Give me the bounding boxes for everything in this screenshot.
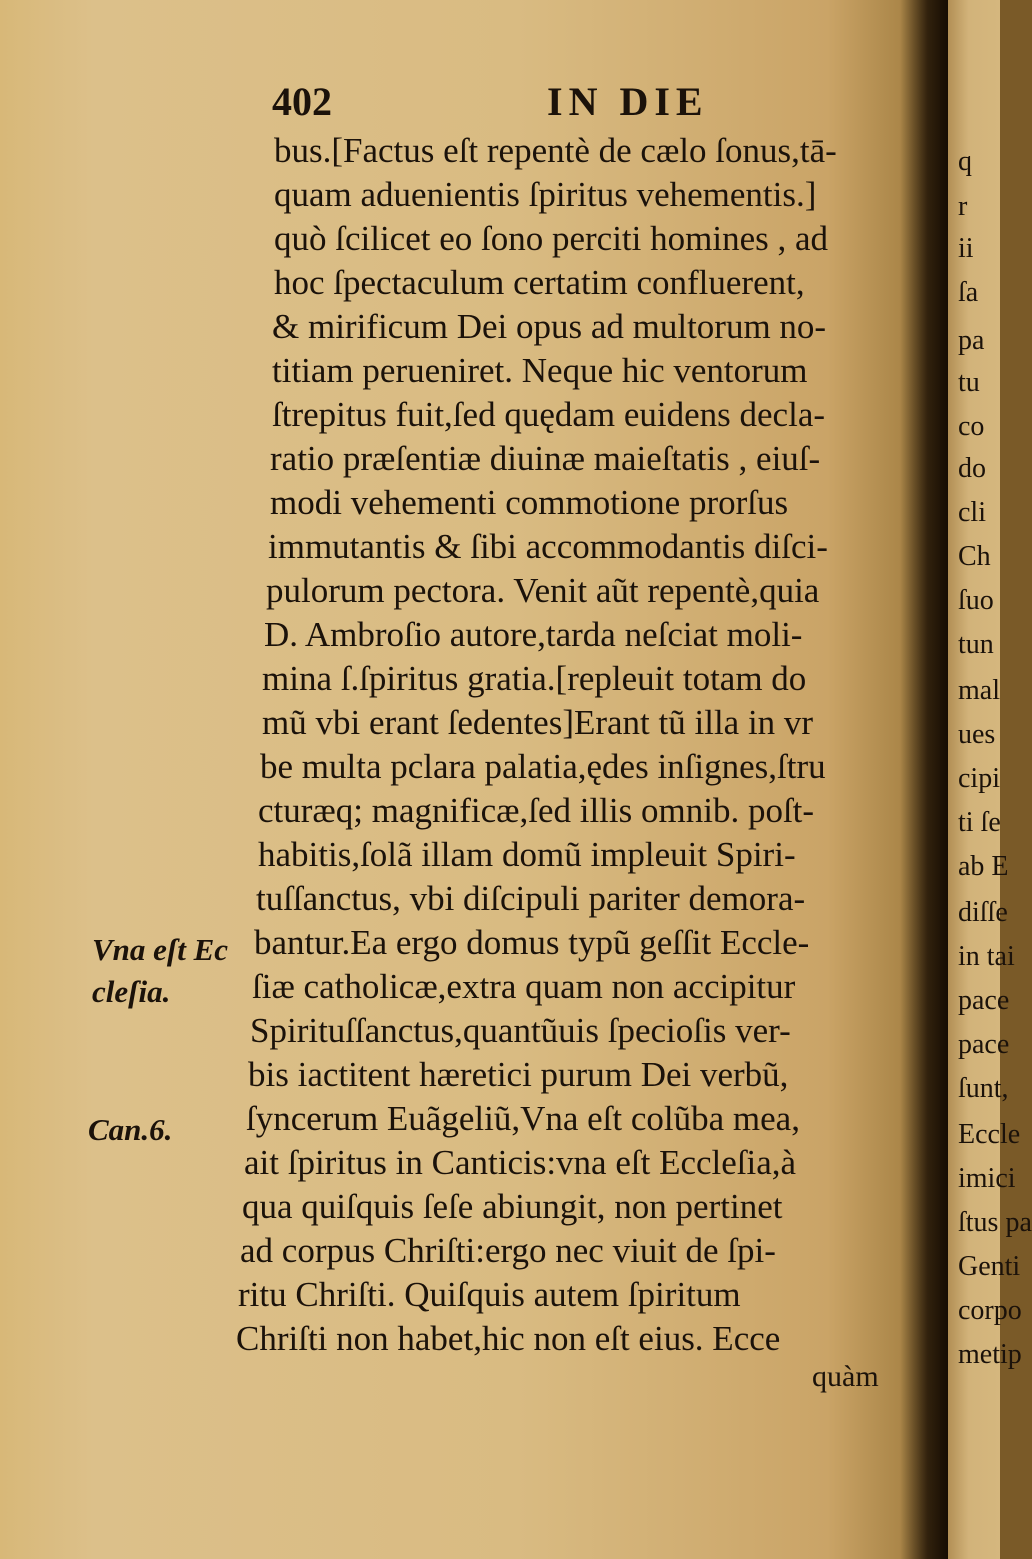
margin-note: Vna eſt Ec	[92, 932, 229, 967]
right-page-fragment: diſſe	[958, 897, 1008, 928]
text-line: hoc ſpectaculum certatim confluerent,	[274, 263, 805, 302]
text-line: immutantis & ſibi accommodantis diſci-	[268, 527, 828, 566]
text-line: ſyncerum Euãgeliũ,Vna eſt colũba mea,	[246, 1099, 800, 1138]
text-line: Spirituſſanctus,quantũuis ſpecioſis ver-	[250, 1011, 791, 1050]
right-page-fragment: pace	[958, 1029, 1010, 1060]
running-head: IN DIE	[547, 79, 709, 124]
text-line: cturæq; magnificæ,ſed illis omnib. poſt-	[258, 791, 815, 830]
text-line: & mirificum Dei opus ad multorum no-	[272, 307, 827, 346]
right-page-fragment: pa	[958, 325, 985, 356]
right-page-fragment: metip	[958, 1339, 1022, 1370]
right-page-fragment: ab E	[958, 851, 1009, 882]
margin-note: cleſia.	[92, 974, 171, 1009]
right-page-fragment: Ch	[958, 541, 991, 572]
right-page-fragment: corpo	[958, 1295, 1022, 1326]
right-page-fragment: cipi	[958, 763, 1000, 794]
text-line: ritu Chriſti. Quiſquis autem ſpiritum	[238, 1275, 741, 1314]
text-line: mũ vbi erant ſedentes]Erant tũ illa in vr	[262, 703, 814, 742]
right-page-fragment: q	[958, 146, 972, 177]
right-page-fragment: Genti	[958, 1251, 1021, 1282]
text-line: ad corpus Chriſti:ergo nec viuit de ſpi-	[240, 1231, 776, 1270]
right-page-fragment: co	[958, 411, 985, 442]
folio-number: 402	[272, 79, 332, 124]
text-line: D. Ambroſio autore,tarda neſciat moli-	[264, 615, 803, 654]
right-page-fragment: ſtus pa	[958, 1207, 1032, 1238]
right-page-fragment: ti ſe	[958, 807, 1001, 838]
right-page-fragment: ues	[958, 719, 996, 750]
text-line: quò ſcilicet eo ſono perciti homines , ad	[274, 219, 829, 258]
text-line: ſiæ catholicæ,extra quam non accipitur	[252, 967, 796, 1006]
page-header	[272, 78, 892, 134]
text-line: bis iactitent hæretici purum Dei verbũ,	[248, 1055, 789, 1094]
text-line: quam aduenientis ſpiritus vehementis.]	[274, 175, 817, 214]
right-page-fragment: mal	[958, 675, 1000, 706]
text-line: bantur.Ea ergo domus typũ geſſit Eccle-	[254, 923, 810, 962]
text-line: pulorum pectora. Venit aũt repentè,quia	[266, 571, 820, 610]
text-line: tuſſanctus, vbi diſcipuli pariter demora-	[256, 879, 806, 918]
right-page-fragment: in tai	[958, 941, 1015, 972]
text-line: be multa pclara palatia,ędes inſignes,ſtru	[260, 747, 826, 786]
right-page-fragment: pace	[958, 985, 1010, 1016]
text-line: ait ſpiritus in Canticis:vna eſt Eccleſia,à	[244, 1143, 797, 1182]
right-page-fragment: r	[958, 191, 968, 222]
right-page-fragment: do	[958, 453, 986, 484]
text-line: titiam perueniret. Neque hic ventorum	[272, 351, 808, 390]
right-page-fragment: ii	[958, 233, 974, 264]
text-line: mina ſ.ſpiritus gratia.[repleuit totam do	[262, 659, 807, 698]
right-page-fragment: ſuo	[958, 585, 994, 616]
right-page-fragment: tun	[958, 629, 994, 660]
text-line: habitis,ſolã illam domũ impleuit Spiri-	[258, 835, 796, 874]
book-spine	[900, 0, 950, 1559]
catchword: quàm	[812, 1360, 879, 1393]
text-line: Chriſti non habet,hic non eſt eius. Ecce	[236, 1319, 781, 1358]
right-page-fragment: Eccle	[958, 1119, 1021, 1150]
text-line: bus.[Factus eſt repentè de cælo ſonus,tā-	[274, 131, 837, 170]
margin-note: Can.6.	[88, 1112, 173, 1147]
text-line: ratio præſentiæ diuinæ maieſtatis , eiuſ-	[270, 439, 821, 478]
text-line: ſtrepitus fuit,ſed quędam euidens decla-	[272, 395, 826, 434]
text-line: modi vehementi commotione prorſus	[270, 483, 789, 522]
right-page-fragment: ſa	[958, 277, 979, 308]
right-page-fragment: tu	[958, 367, 980, 398]
right-page-fragment: ſunt,	[958, 1073, 1009, 1104]
text-line: qua quiſquis ſeſe abiungit, non pertinet	[242, 1187, 783, 1226]
right-page-fragment: imici	[958, 1163, 1016, 1194]
right-page-fragment: cli	[958, 497, 986, 528]
